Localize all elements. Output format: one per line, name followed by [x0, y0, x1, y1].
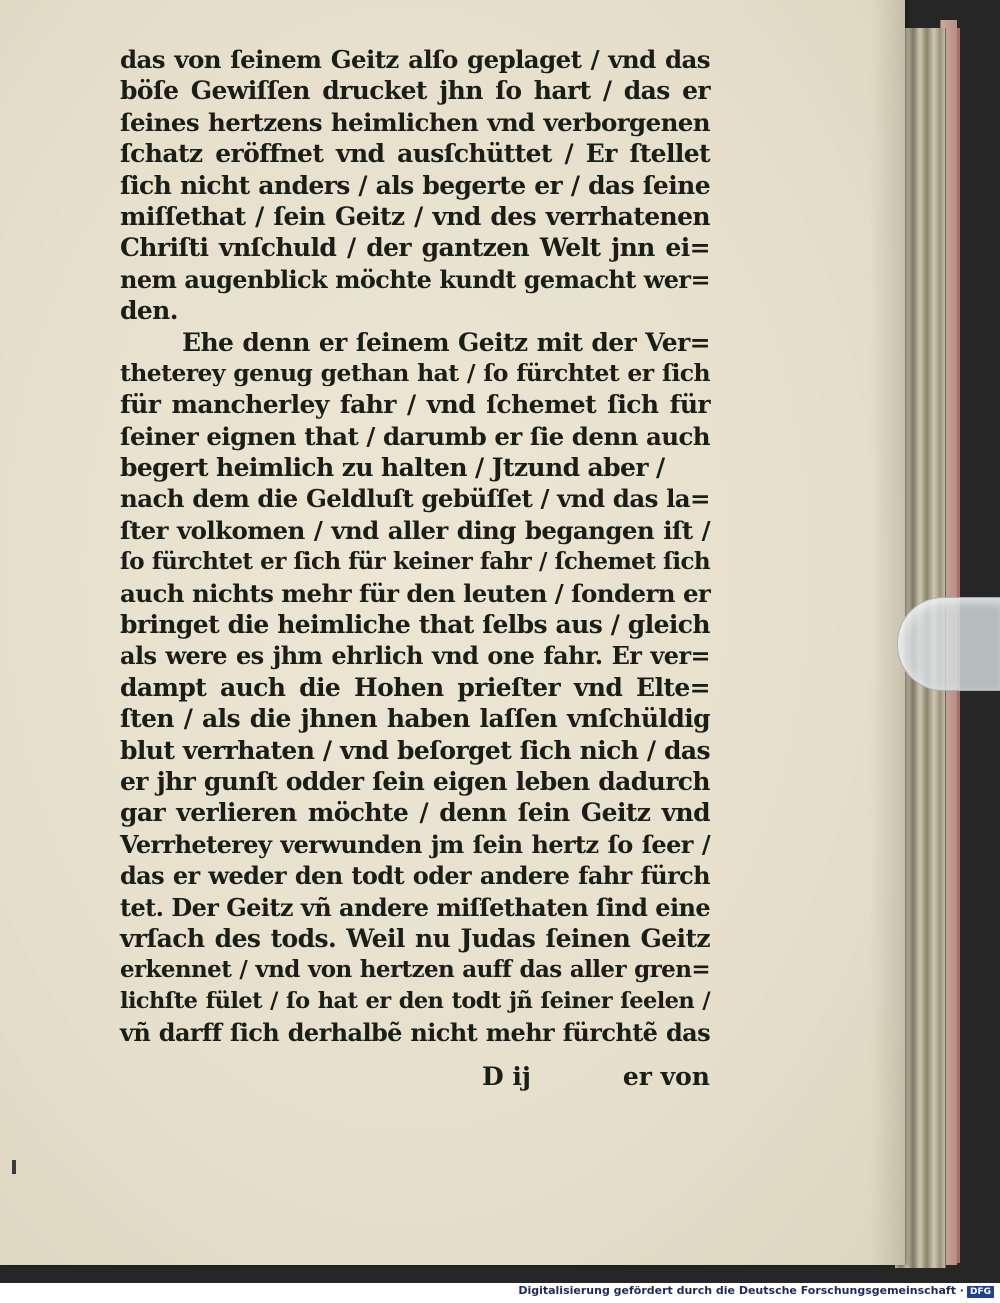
text-line: miſſethat / ſein Geitz / vnd des verrhatenen	[120, 201, 710, 231]
text-line: theterey genug gethan hat / ſo fürchtet er ſich	[120, 358, 710, 387]
margin-mark	[12, 1160, 16, 1174]
text-line: Ehe denn er ſeinem Geitz mit der Ver=	[182, 327, 710, 357]
text-line: gar verlieren möchte / denn ſein Geitz vnd	[120, 798, 710, 828]
dfg-logo: DFG	[967, 1286, 994, 1298]
text-line: Chriſti vnſchuld / der gantzen Welt jnn ei=	[120, 233, 710, 263]
text-line: vrſach des tods. Weil nu Judas ſeinen Geitz	[120, 923, 710, 953]
text-line: ſter volkomen / vnd aller ding begangen iſt /	[120, 515, 710, 545]
text-line: Verrheterey verwunden jm ſein hertz ſo ſeer /	[120, 829, 710, 859]
text-line: das er weder den todt oder andere fahr fürch	[120, 861, 710, 891]
text-line: für mancherley fahr / vnd ſchemet ſich für	[120, 390, 710, 420]
digitization-credit	[518, 1284, 994, 1298]
text-line: blut verrhaten / vnd beſorget ſich nich / das	[120, 735, 710, 765]
plastic-bookmark-tab	[897, 597, 1000, 691]
credit-text: Digitalisierung gefördert durch die Deutsche Forschungsgemeinschaft ·	[518, 1284, 964, 1297]
text-line: tet. Der Geitz vñ andere miſſethaten ſind eine	[120, 892, 710, 922]
text-line: lichſte fület / ſo hat er den todt jñ ſeiner ſeelen /	[120, 987, 710, 1014]
main-text-block	[120, 44, 710, 1049]
text-line: bringet die heimliche that ſelbs aus / gleich	[120, 610, 710, 640]
text-line: auch nichts mehr für den leuten / ſondern er	[120, 578, 711, 608]
text-line: nach dem die Geldluſt gebüſſet / vnd das la=	[120, 484, 710, 514]
text-line: erkennet / vnd von hertzen auff das aller gren=	[120, 956, 710, 984]
text-line: ſchatz eröffnet vnd ausſchüttet / Er ſtellet	[120, 139, 710, 169]
catchword: er von	[622, 1062, 710, 1091]
text-line: er jhr gunſt odder ſein eigen leben dadurch	[120, 766, 710, 796]
text-line: ſo fürchtet er ſich für keiner fahr / ſchemet ſich	[120, 548, 710, 576]
signature-mark: D ij	[482, 1062, 531, 1091]
text-line: ſeiner eignen that / darumb er ſie denn auch	[120, 421, 710, 451]
text-line: vñ darff ſich derhalbẽ nicht mehr fürchtẽ das	[120, 1018, 710, 1048]
text-line: ſeines hertzens heimlichen vnd verborgenen	[120, 107, 710, 137]
text-line: begert heimlich zu halten / Jtzund aber /	[120, 453, 665, 483]
page-footer-line	[120, 1062, 710, 1096]
text-line: ſich nicht anders / als begerte er / das ſeine	[120, 170, 710, 200]
text-line: das von ſeinem Geitz alſo geplaget / vnd das	[120, 45, 710, 74]
text-line: nem augenblick möchte kundt gemacht wer=	[120, 264, 710, 294]
text-line: als were es jhm ehrlich vnd one fahr. Er ver=	[120, 641, 710, 671]
text-line: dampt auch die Hohen prieſter vnd Elte=	[120, 672, 710, 702]
text-line: den.	[120, 296, 178, 326]
text-line: böſe Gewiſſen drucket jhn ſo hart / das er	[120, 76, 710, 106]
text-line: ſten / als die jhnen haben laſſen vnſchüldig	[120, 704, 710, 734]
